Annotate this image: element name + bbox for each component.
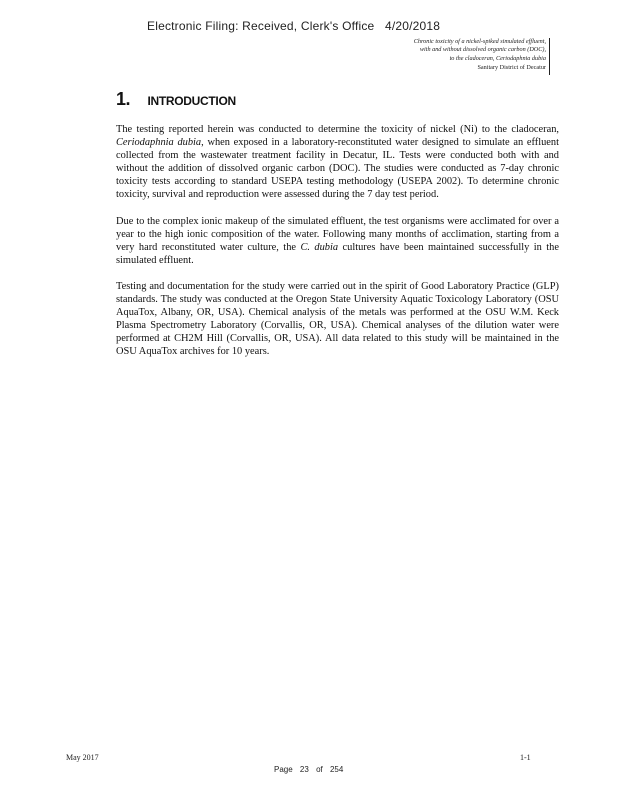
section-number: 1.	[116, 89, 131, 109]
paragraph-text: The testing reported herein was conducted to determine the toxicity of nickel (Ni) to the cladoceran,	[116, 124, 559, 135]
paragraph-scope	[116, 123, 559, 202]
paragraph-glp: Testing and documentation for the study were carried out in the spirit of Good Laboratory Practice (GLP) standards. The study was conducted at the Oregon State University Aquatic Toxicology Laboratory (OSU AquaTox, Albany, OR, USA). Chemical analysis of the metals was performed at the OSU W.M. Keck Plasma Spectrometry Laboratory (Corvallis, OR, USA). Chemical analyses of the dilution water were performed at CH2M Hill (Corvallis, OR, USA). All data related to this study will be maintained in the OSU AquaTox archives for 10 years.	[116, 280, 559, 358]
section-title: INTRODUCTION	[147, 94, 236, 108]
header-rule	[549, 38, 550, 75]
filing-stamp	[147, 19, 447, 33]
page-word: Page	[274, 765, 293, 774]
body-text	[116, 123, 559, 372]
running-header	[330, 38, 546, 72]
footer-date: May 2017	[66, 753, 99, 762]
running-header-line: Chronic toxicity of a nickel-spiked simulated effluent,	[413, 38, 546, 45]
paragraph-text: , when exposed in a laboratory-reconstituted water designed to simulate an effluent collected from the wastewater treatment facility in Decatur, IL. Tests were conducted both with and without the addition of dissolved organic carbon (DOC). The studies were conducted as 7-day chronic toxicity tests according to standard USEPA testing methodology (USEPA 2002). To determine chronic toxicity, survival and reproduction were assessed during the 7 day test period.	[116, 137, 559, 201]
of-word: of	[316, 765, 323, 774]
filing-stamp-date: 4/20/2018	[384, 19, 441, 33]
running-header-line: with and without dissolved organic carbon (DOC),	[419, 46, 546, 54]
paragraph-acclimation	[116, 215, 559, 267]
running-header-organization: Sanitary District of Decatur	[477, 63, 546, 71]
paragraph-text: Due to the complex ionic makeup of the simulated effluent, the test organisms were acclimated for over a year to the high ionic composition of the water. Following many months of acclimation, starting from a very hard reconstituted water culture, the	[116, 215, 559, 253]
page-total: 254	[329, 765, 344, 774]
section-heading	[116, 89, 236, 110]
filing-stamp-label: Electronic Filing: Received, Clerk's Office	[147, 19, 375, 33]
paragraph-text: cultures have been maintained successfully in the simulated effluent.	[116, 241, 559, 266]
page-counter	[274, 765, 348, 774]
page-number: 23	[299, 765, 309, 774]
running-header-line: to the cladoceran, Ceriodaphnia dubia	[449, 54, 546, 62]
footer-page-ref: 1-1	[520, 753, 531, 762]
species-name: C. dubia	[300, 241, 339, 253]
species-name: Ceriodaphnia dubia	[116, 137, 202, 149]
